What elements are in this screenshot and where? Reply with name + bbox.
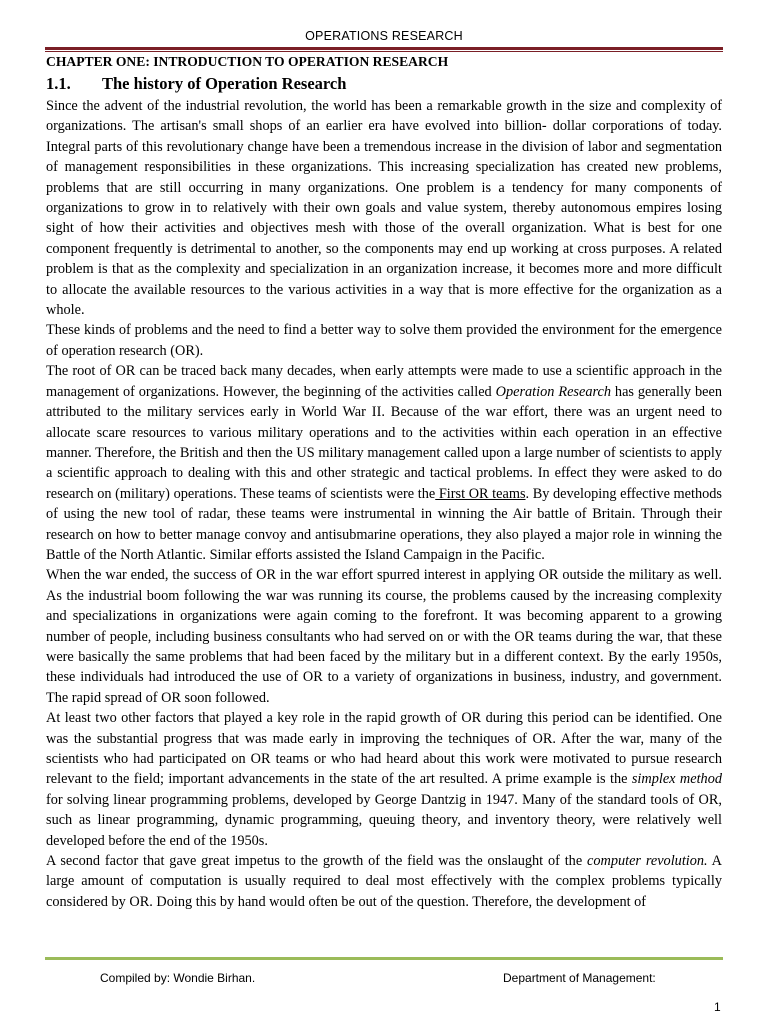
text-run: The root of OR can be traced back many decades, when early attempts were made to use a scientific approach in the management of organizations. However, the beginning of the activities called <box>46 363 722 400</box>
paragraph <box>46 851 722 912</box>
footer-department: Department of Management: <box>503 971 656 985</box>
text-run: A second factor that gave great impetus to the growth of the field was the onslaught of the <box>46 853 587 870</box>
chapter-heading: CHAPTER ONE: INTRODUCTION TO OPERATION RESEARCH <box>46 54 449 69</box>
emphasis-text: simplex method <box>631 771 723 788</box>
running-header: OPERATIONS RESEARCH <box>305 29 463 43</box>
paragraph <box>46 361 722 565</box>
text-run: At least two other factors that played a key role in the rapid growth of OR during this period can be identified. One was the substantial progress that was made early in improving the techniques of OR. After the war, many of the scientists who had participated on OR teams or who had heard about this work were motivated to pursue research relevant to the field; important advancements in the state of the art resulted. A prime example is the <box>46 710 722 788</box>
emphasis-text: Operation Research <box>495 383 611 400</box>
section-number: 1.1. <box>46 74 71 93</box>
paragraph: When the war ended, the success of OR in the war effort spurred interest in applying OR outside the military as well. As the industrial boom following the war was running its course, the problems caused by the increasing complexity and specializations in organizations were again coming to the forefront. It was becoming apparent to a growing number of people, including business consultants who had served on or with the OR teams during the war, that these were basically the same problems that had been faced by the military but in a different context. By the early 1950s, these individuals had introduced the use of OR to a variety of organizations in business, industry, and government. The rapid spread of OR soon followed. <box>46 567 722 706</box>
emphasis-text: computer revolution. <box>587 853 708 870</box>
paragraph: These kinds of problems and the need to find a better way to solve them provided the environment for the emergence of operation research (OR). <box>46 322 722 359</box>
section-heading <box>46 72 722 96</box>
footer-rule <box>45 957 723 960</box>
paragraph <box>46 708 722 851</box>
page-number: 1 <box>714 1000 721 1014</box>
text-run: for solving linear programming problems, developed by George Dantzig in 1947. Many of the standard tools of OR, such as linear programming, dynamic programming, queuing theory, and inventory theory, were relatively well developed before the end of the 1950s. <box>46 791 722 849</box>
text-run: . By developing effective methods of using the new tool of radar, these teams were instrumental in winning the Air battle of Britain. Through their research on how to better manage convoy and antisubmarine operations, they also played a major role in winning the Battle of the North Atlantic. Similar efforts assisted the Island Campaign in the Pacific. <box>46 485 722 563</box>
underlined-text: First OR teams <box>435 485 526 502</box>
page-content <box>46 52 722 912</box>
footer-compiled-by: Compiled by: Wondie Birhan. <box>100 971 256 985</box>
paragraph: Since the advent of the industrial revolution, the world has been a remarkable growth in the size and complexity of organizations. The artisan's small shops of an earlier era have evolved into billion- dollar corporations of today. Integral parts of this revolutionary change have been a tremendous increase in the division of labor and segmentation of management responsibilities in these organizations. This increasing specialization has created new problems, problems that are still occurring in many organizations. One problem is a tendency for many components of organizations to grow in to relatively with their own goals and value system, thereby autonomous empires losing sight of how their activities and objectives mesh with those of the overall organization. What is best for one component frequently is detrimental to another, so the components may end up working at cross purposes. A related problem is that as the complexity and specialization in an organization increase, it becomes more and more difficult to allocate the available resources to the various activities in a way that is more effective for the organization as a whole. <box>46 98 722 319</box>
header-rule <box>45 47 723 50</box>
text-run: has generally been attributed to the military services early in World War II. Because of the war effort, there was an urgent need to allocate scare resources to various military operations and to the activities within each operation in an effective manner. Therefore, the British and then the US military management called upon a large number of scientists to apply a scientific approach to dealing with this and other strategic and tactical problems. In effect they were asked to do research on (military) operations. These teams of scientists were the <box>46 383 722 502</box>
section-title: The history of Operation Research <box>102 74 347 93</box>
text-run: A large amount of computation is usually required to deal most effectively with the complex problems typically considered by OR. Doing this by hand would often be out of the question. Therefore, the development of <box>46 853 722 910</box>
